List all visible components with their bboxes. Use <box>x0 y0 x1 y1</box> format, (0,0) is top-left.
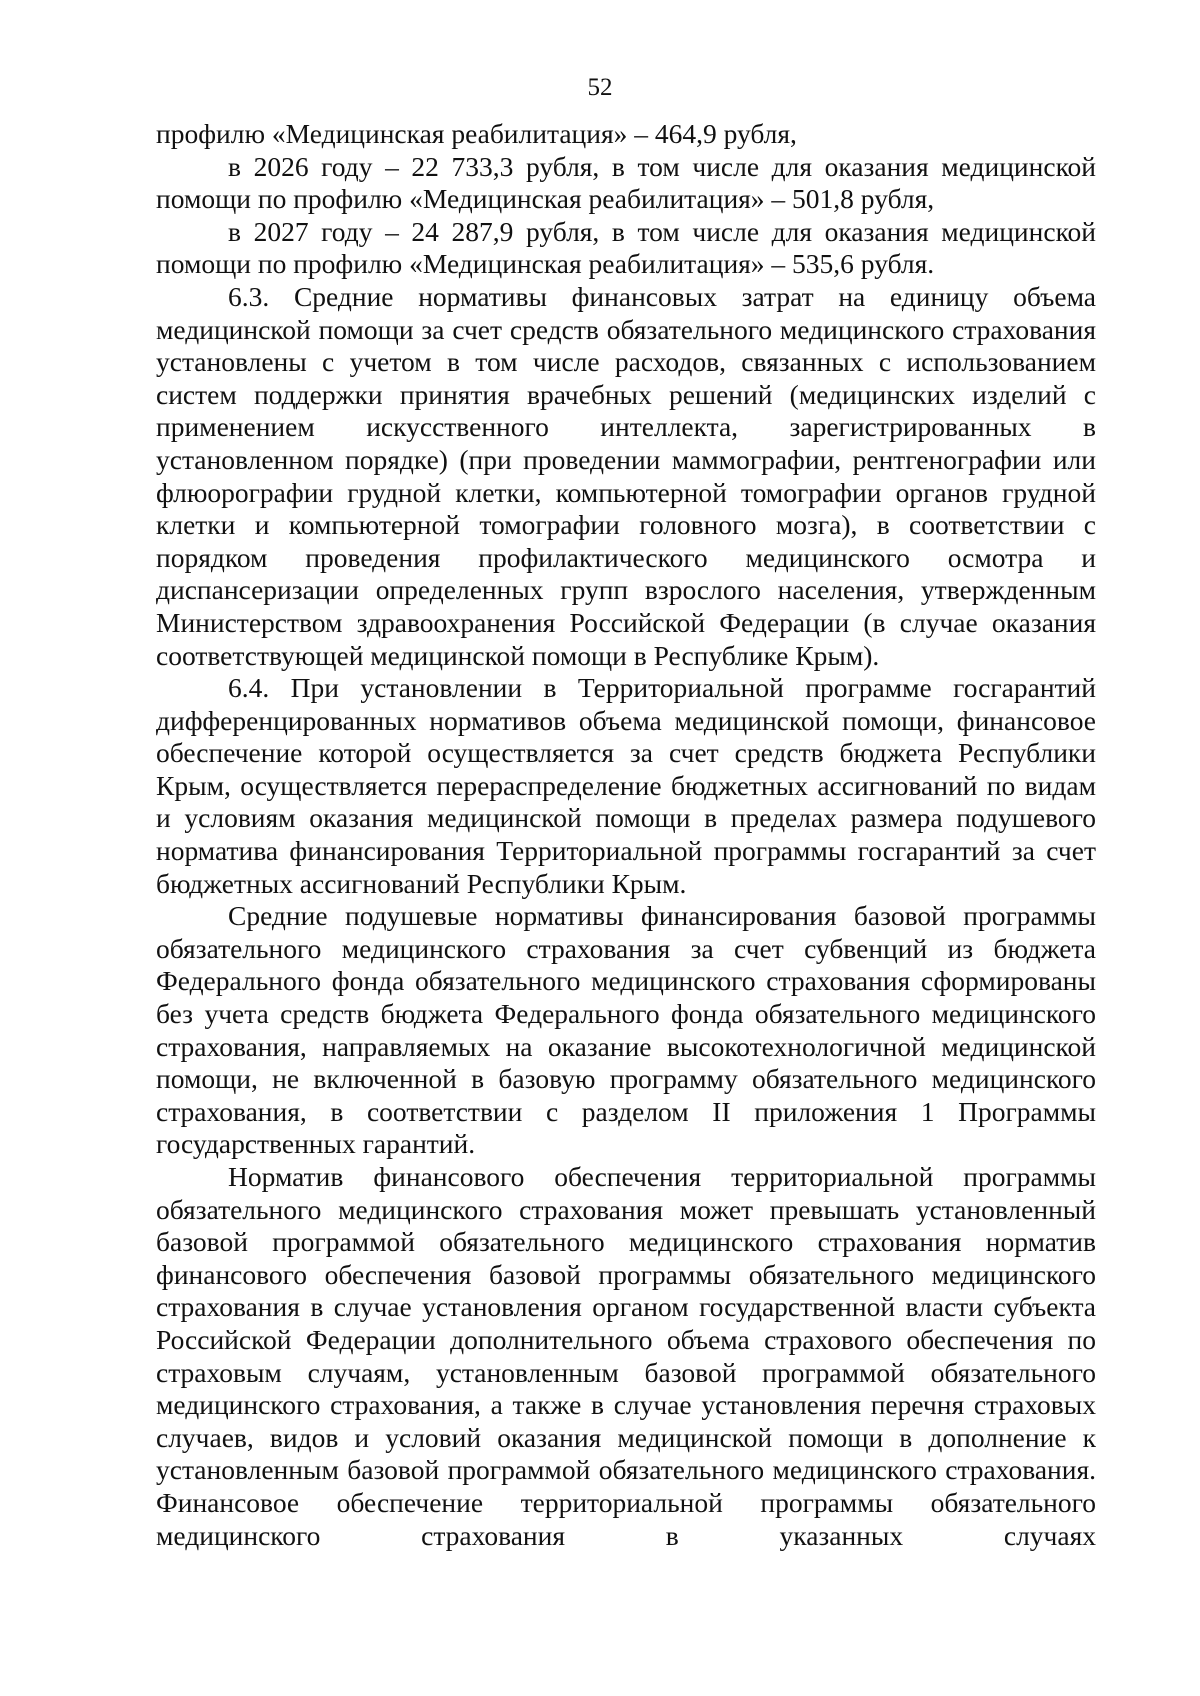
paragraph-6-4: 6.4. При установлении в Территориальной программе госгарантий дифференцированных нормативов объема медицинской помощи, финансовое обеспечение которой осуществляется за счет средств бюджета Республики Крым, осуществляется перераспределение бюджетных ассигнований по видам и условиям оказания медицинской помощи в пределах размера подушевого норматива финансирования Территориальной программы госгарантий за счет бюджетных ассигнований Республики Крым. <box>156 672 1096 899</box>
paragraph-continuation-2025: профилю «Медицинская реабилитация» – 464,9 рубля, <box>156 118 797 149</box>
document-body <box>156 118 1096 1552</box>
paragraph-financial-standard: Норматив финансового обеспечения территориальной программы обязательного медицинского страхования может превышать установленный базовой программой обязательного медицинского страхования норматив финансового обеспечения базовой программы обязательного медицинского страхования в случае установления органом государственной власти субъекта Российской Федерации дополнительного объема страхового обеспечения по страховым случаям, установленным базовой программой обязательного медицинского страхования, а также в случае установления перечня страховых случаев, видов и условий оказания медицинской помощи в дополнение к установленным базовой программой обязательного медицинского страхования. Финансовое обеспечение территориальной программы обязательного медицинского страхования в указанных случаях <box>156 1161 1096 1551</box>
paragraph-2027: в 2027 году – 24 287,9 рубля, в том числе для оказания медицинской помощи по профилю «Медицинская реабилитация» – 535,6 рубля. <box>156 215 1096 280</box>
paragraph-6-3: 6.3. Средние нормативы финансовых затрат на единицу объема медицинской помощи за счет средств обязательного медицинского страхования установлены с учетом в том числе расходов, связанных с использованием систем поддержки принятия врачебных решений (медицинских изделий с применением искусственного интеллекта, зарегистрированных в установленном порядке) (при проведении маммографии, рентгенографии или флюорографии грудной клетки, компьютерной томографии органов грудной клетки и компьютерной томографии головного мозга), в соответствии с порядком проведения профилактического медицинского осмотра и диспансеризации определенных групп взрослого населения, утвержденным Министерством здравоохранения Российской Федерации (в случае оказания соответствующей медицинской помощи в Республике Крым). <box>156 280 1096 671</box>
page-number: 52 <box>587 74 613 101</box>
paragraph-2026: в 2026 году – 22 733,3 рубля, в том числе для оказания медицинской помощи по профилю «Медицинская реабилитация» – 501,8 рубля, <box>156 150 1096 215</box>
paragraph-per-capita-standards: Средние подушевые нормативы финансирования базовой программы обязательного медицинского страхования за счет субвенций из бюджета Федерального фонда обязательного медицинского страхования сформированы без учета средств бюджета Федерального фонда обязательного медицинского страхования, направляемых на оказание высокотехнологичной медицинской помощи, не включенной в базовую программу обязательного медицинского страхования, в соответствии с разделом II приложения 1 Программы государственных гарантий. <box>156 900 1096 1160</box>
